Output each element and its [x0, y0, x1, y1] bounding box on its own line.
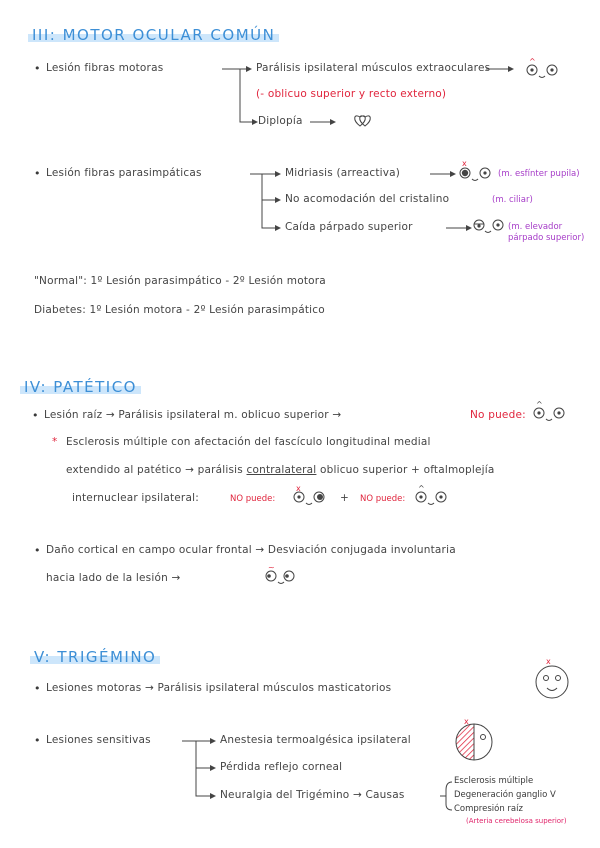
- cn5-cause-note: (Arteria cerebelosa superior): [466, 817, 567, 825]
- ptosis-eyes-icon: [472, 214, 508, 240]
- bullet: •: [32, 409, 39, 422]
- cn5-cause-1: Esclerosis múltiple: [454, 776, 534, 786]
- double-heart-icon: [352, 110, 376, 134]
- eyes-icon: [262, 563, 302, 591]
- cn3-para-item-3: Caída párpado superior: [285, 221, 413, 233]
- eyes-icon: [530, 400, 586, 428]
- hemi-anesthesia-face-icon: [450, 716, 500, 770]
- cn4-plus: +: [340, 492, 349, 504]
- cn5-b2: Lesiones sensitivas: [46, 734, 151, 746]
- cn3-motor-bullet: Lesión fibras motoras: [46, 62, 164, 74]
- cn3-motor-sub: (- oblicuo superior y recto externo): [256, 88, 447, 100]
- cn4-star-red2: NO puede:: [360, 494, 406, 504]
- svg-text:x: x: [296, 484, 301, 493]
- cn3-para-note-2: (m. ciliar): [492, 195, 533, 205]
- cn3-para-item-1: Midriasis (arreactiva): [285, 167, 401, 179]
- cn5-sens-item-3: Neuralgia del Trigémino → Causas: [220, 789, 405, 801]
- bullet: •: [34, 167, 41, 180]
- cn5-cause-3: Compresión raíz: [454, 804, 523, 814]
- eyes-icon: [412, 484, 452, 512]
- svg-text:^: ^: [536, 400, 543, 409]
- bullet: •: [34, 682, 41, 695]
- bullet: •: [34, 544, 41, 557]
- cn3-para-bullet: Lesión fibras parasimpáticas: [46, 167, 202, 179]
- cn4-b2-l1: Daño cortical en campo ocular frontal → Desviación conjugada involuntaria: [46, 544, 456, 556]
- cn5-cause-2: Degeneración ganglio V: [454, 790, 556, 800]
- section-title-cn5: V: TRIGÉMINO: [30, 648, 160, 666]
- bullet: •: [34, 62, 41, 75]
- svg-text:~: ~: [268, 563, 275, 572]
- face-icon: [530, 656, 576, 706]
- cn4-star-l2c: oblicuo superior + oftalmoplejía: [319, 464, 495, 476]
- section-title-cn3: III: MOTOR OCULAR COMÚN: [28, 26, 279, 44]
- cn4-b1-red: No puede:: [470, 409, 526, 421]
- section-title-cn4: IV: PATÉTICO: [20, 378, 141, 396]
- cn3-para-note-3: (m. elevador párpado superior): [508, 222, 585, 243]
- cn5-sens-item-1: Anestesia termoalgésica ipsilateral: [220, 734, 411, 746]
- cn3-para-item-2: No acomodación del cristalino: [285, 193, 450, 205]
- asterisk: *: [52, 436, 58, 448]
- cn4-star-l3: internuclear ipsilateral:: [72, 492, 199, 504]
- bullet: •: [34, 734, 41, 747]
- cn4-b2-l2: hacia lado de la lesión →: [46, 572, 181, 584]
- eyes-icon: [518, 58, 574, 86]
- eyes-icon: [290, 484, 330, 512]
- svg-text:^: ^: [529, 58, 536, 66]
- cn3-diplopia: Diplopía: [258, 115, 303, 127]
- cn3-diabetes-line: Diabetes: 1º Lesión motora - 2º Lesión parasimpático: [34, 304, 325, 316]
- cn4-b1-text: Lesión raíz → Parálisis ipsilateral m. oblicuo superior →: [44, 409, 342, 421]
- cn4-star-red1: NO puede:: [230, 494, 276, 504]
- cn3-normal-line: "Normal": 1º Lesión parasimpático - 2º Lesión motora: [34, 275, 326, 287]
- cn4-star-l1: Esclerosis múltiple con afectación del fascículo longitudinal medial: [66, 436, 431, 448]
- mydriasis-eyes-icon: [456, 160, 496, 188]
- cn4-star-l2a: extendido al patético → parálisis: [66, 464, 243, 476]
- cn3-para-note-1: (m. esfínter pupila): [498, 169, 580, 179]
- cn5-b1: Lesiones motoras → Parálisis ipsilateral músculos masticatorios: [46, 682, 392, 694]
- svg-text:x: x: [462, 160, 467, 168]
- cn3-motor-result: Parálisis ipsilateral músculos extraoculares: [256, 62, 491, 74]
- cn4-star-l2b: contralateral: [246, 464, 317, 476]
- svg-text:^: ^: [418, 484, 425, 493]
- svg-text:x: x: [546, 657, 551, 666]
- cn4-star-l2: [66, 464, 495, 476]
- svg-text:x: x: [464, 717, 469, 726]
- cn5-sens-item-2: Pérdida reflejo corneal: [220, 761, 343, 773]
